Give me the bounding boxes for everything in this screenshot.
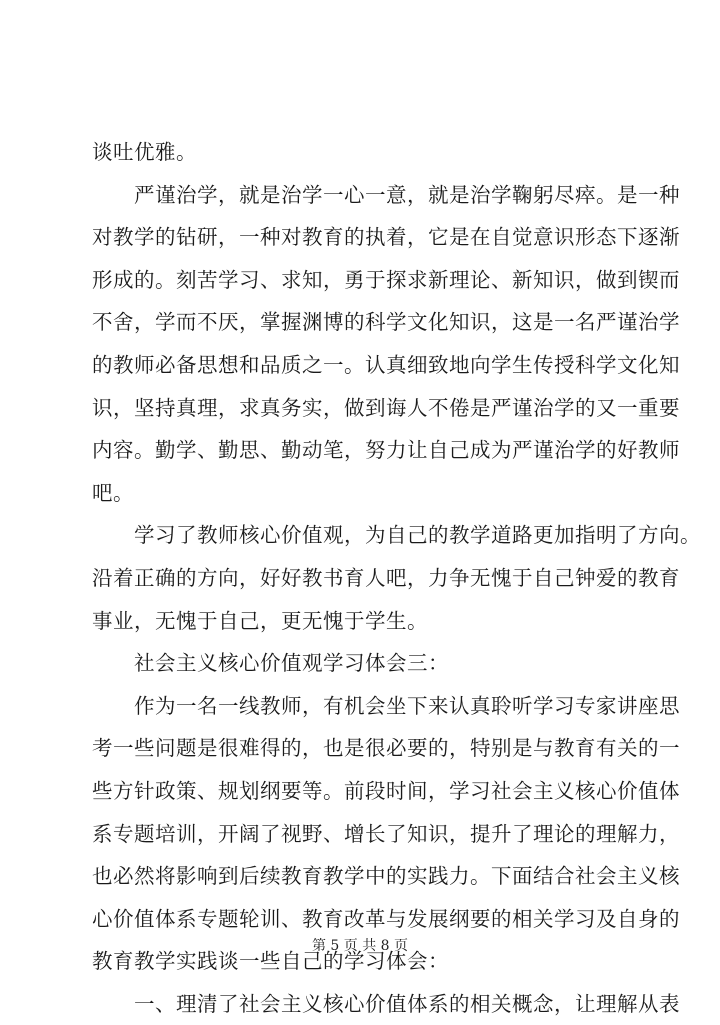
text-line: 沿着正确的方向，好好教书育人吧，力争无愧于自己钟爱的教育 <box>92 565 680 590</box>
text-line: 些方针政策、规划纲要等。前段时间，学习社会主义核心价值体 <box>92 778 680 803</box>
text-line: 教育教学实践谈一些自己的学习体会： <box>92 949 449 974</box>
text-line: 的教师必备思想和品质之一。认真细致地向学生传授科学文化知 <box>92 352 680 377</box>
text-line: 谈吐优雅。 <box>92 140 197 164</box>
text-line: 系专题培训，开阔了视野、增长了知识，提升了理论的理解力， <box>92 821 680 846</box>
section-heading: 社会主义核心价值观学习体会三： <box>134 651 449 676</box>
text-line: 对教学的钻研，一种对教育的执着，它是在自觉意识形态下逐渐 <box>92 225 680 250</box>
text-line: 一、理清了社会主义核心价值体系的相关概念，让理解从表 <box>134 991 680 1016</box>
text-line: 内容。勤学、勤思、勤动笔，努力让自己成为严谨治学的好教师 <box>92 438 680 463</box>
text-line: 事业，无愧于自己，更无愧于学生。 <box>92 608 428 633</box>
text-line: 形成的。刻苦学习、求知，勇于探求新理论、新知识，做到锲而 <box>92 267 680 292</box>
body-text <box>92 131 701 1025</box>
text-line: 考一些问题是很难得的，也是很必要的，特别是与教育有关的一 <box>92 736 680 761</box>
text-line: 作为一名一线教师，有机会坐下来认真聆听学习专家讲座思 <box>134 693 680 718</box>
text-line: 严谨治学，就是治学一心一意，就是治学鞠躬尽瘁。是一种 <box>134 182 680 207</box>
page-number-footer: 第 5 页 共 8 页 <box>311 938 409 954</box>
text-line: 吧。 <box>92 480 134 505</box>
text-line: 心价值体系专题轮训、教育改革与发展纲要的相关学习及自身的 <box>92 906 680 931</box>
text-line: 识，坚持真理，求真务实，做到诲人不倦是严谨治学的又一重要 <box>92 395 680 420</box>
text-line: 也必然将影响到后续教育教学中的实践力。下面结合社会主义核 <box>92 864 680 889</box>
text-line: 不舍，学而不厌，掌握渊博的科学文化知识，这是一名严谨治学 <box>92 310 680 335</box>
text-line: 学习了教师核心价值观，为自己的教学道路更加指明了方向。 <box>134 523 701 548</box>
